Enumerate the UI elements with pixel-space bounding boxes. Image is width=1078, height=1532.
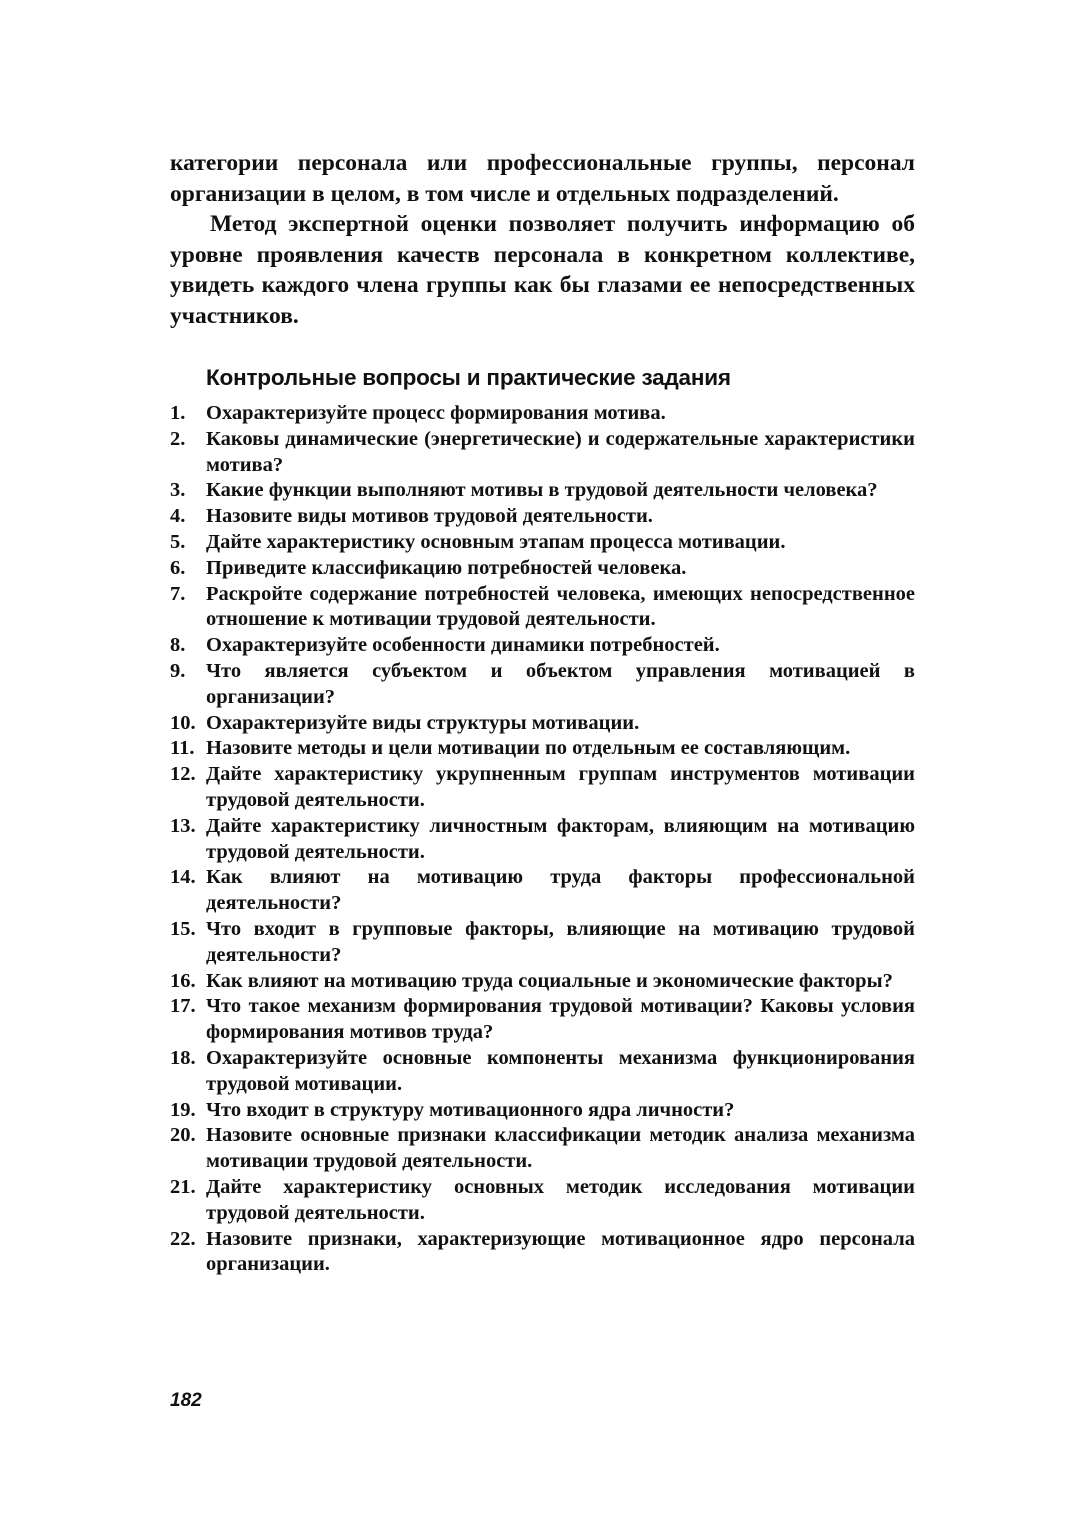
question-item bbox=[170, 504, 915, 530]
question-text: Какие функции выполняют мотивы в трудовой деятельности человека? bbox=[206, 479, 878, 502]
question-text: Раскройте содержание потребностей человека, имеющих непосредственное отношение к мотивации трудовой деятельности. bbox=[206, 582, 915, 631]
question-item bbox=[170, 659, 915, 711]
question-text: Дайте характеристику основным этапам процесса мотивации. bbox=[206, 530, 786, 553]
question-item bbox=[170, 633, 915, 659]
question-text: Как влияют на мотивацию труда факторы профессиональной деятельности? bbox=[206, 866, 915, 915]
question-item bbox=[170, 1175, 915, 1227]
question-number: 19. bbox=[170, 1098, 196, 1121]
question-item bbox=[170, 1046, 915, 1098]
question-item bbox=[170, 736, 915, 762]
question-number: 7. bbox=[170, 582, 186, 605]
question-item bbox=[170, 711, 915, 737]
question-text: Что входит в структуру мотивационного ядра личности? bbox=[206, 1098, 735, 1121]
question-item bbox=[170, 994, 915, 1046]
question-item bbox=[170, 401, 915, 427]
question-item bbox=[170, 969, 915, 995]
question-number: 9. bbox=[170, 659, 186, 682]
page-content bbox=[170, 148, 915, 1278]
question-number: 18. bbox=[170, 1046, 196, 1069]
questions-list bbox=[170, 401, 915, 1278]
question-text: Дайте характеристику основных методик исследования мотивации трудовой деятельности. bbox=[206, 1175, 915, 1224]
question-item bbox=[170, 865, 915, 917]
question-text: Охарактеризуйте особенности динамики потребностей. bbox=[206, 634, 720, 657]
question-text: Что является субъектом и объектом управления мотивацией в организации? bbox=[206, 659, 915, 708]
question-text: Назовите виды мотивов трудовой деятельности. bbox=[206, 505, 653, 528]
question-item bbox=[170, 814, 915, 866]
question-text: Приведите классификацию потребностей человека. bbox=[206, 556, 687, 579]
question-item bbox=[170, 762, 915, 814]
question-text: Охарактеризуйте процесс формирования мотива. bbox=[206, 402, 666, 424]
question-number: 3. bbox=[170, 479, 186, 502]
question-text: Что такое механизм формирования трудовой мотивации? Каковы условия формирования мотивов труда? bbox=[206, 995, 915, 1044]
question-number: 1. bbox=[170, 402, 186, 424]
question-number: 10. bbox=[170, 711, 196, 734]
question-number: 11. bbox=[170, 737, 195, 760]
question-number: 22. bbox=[170, 1227, 196, 1250]
section-heading: Контрольные вопросы и практические задания bbox=[206, 365, 731, 390]
question-text: Назовите признаки, характеризующие мотивационное ядро персонала организации. bbox=[206, 1227, 915, 1276]
question-number: 8. bbox=[170, 634, 186, 657]
question-text: Охарактеризуйте виды структуры мотивации. bbox=[206, 711, 640, 734]
paragraph-continued: категории персонала или профессиональные группы, персонал организации в целом, в том числе и отдельных подразделений. bbox=[170, 150, 915, 207]
paragraph-expert-method: Метод экспертной оценки позволяет получить информацию об уровне проявления качеств персонала в конкретном коллективе, увидеть каждого члена группы как бы глазами ее непосредственных участников. bbox=[170, 211, 915, 329]
question-number: 5. bbox=[170, 530, 186, 553]
question-item bbox=[170, 917, 915, 969]
question-number: 14. bbox=[170, 866, 196, 889]
question-item bbox=[170, 427, 915, 479]
question-number: 21. bbox=[170, 1175, 196, 1198]
question-text: Каковы динамические (энергетические) и содержательные характеристики мотива? bbox=[206, 427, 915, 476]
question-text: Как влияют на мотивацию труда социальные и экономические факторы? bbox=[206, 969, 893, 992]
question-item bbox=[170, 556, 915, 582]
question-text: Что входит в групповые факторы, влияющие на мотивацию трудовой деятельности? bbox=[206, 917, 915, 966]
question-item bbox=[170, 582, 915, 634]
question-text: Охарактеризуйте основные компоненты механизма функционирования трудовой мотивации. bbox=[206, 1046, 915, 1095]
question-number: 15. bbox=[170, 917, 196, 940]
question-number: 12. bbox=[170, 763, 196, 786]
question-item bbox=[170, 530, 915, 556]
question-number: 13. bbox=[170, 814, 196, 837]
question-number: 20. bbox=[170, 1124, 196, 1147]
question-number: 16. bbox=[170, 969, 196, 992]
page-number: 182 bbox=[170, 1390, 202, 1411]
question-item bbox=[170, 1098, 915, 1124]
question-number: 17. bbox=[170, 995, 196, 1018]
question-text: Дайте характеристику личностным факторам, влияющим на мотивацию трудовой деятельности. bbox=[206, 814, 915, 863]
question-text: Назовите методы и цели мотивации по отдельным ее составляющим. bbox=[206, 737, 851, 760]
question-number: 2. bbox=[170, 427, 186, 450]
question-text: Назовите основные признаки классификации методик анализа механизма мотивации трудовой деятельности. bbox=[206, 1124, 915, 1173]
question-item bbox=[170, 1123, 915, 1175]
question-number: 6. bbox=[170, 556, 186, 579]
question-number: 4. bbox=[170, 505, 186, 528]
question-text: Дайте характеристику укрупненным группам инструментов мотивации трудовой деятельности. bbox=[206, 763, 915, 811]
question-item bbox=[170, 478, 915, 504]
question-item bbox=[170, 1227, 915, 1279]
